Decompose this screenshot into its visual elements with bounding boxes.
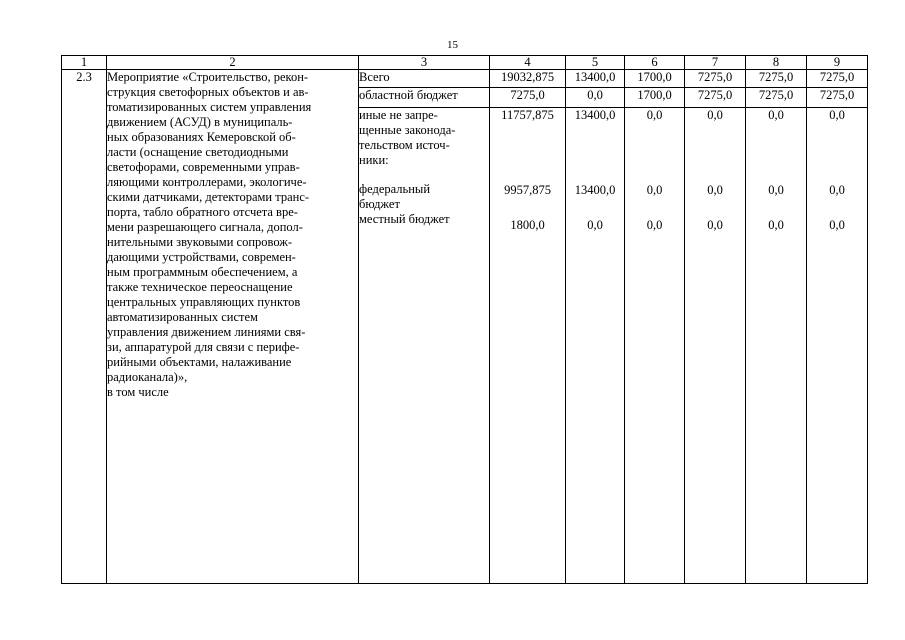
source-label: ники:	[359, 153, 389, 167]
source-label: местный бюджет	[359, 212, 450, 226]
value: 0,0	[646, 108, 663, 122]
header-cell: 9	[807, 56, 868, 70]
item-description-line: светофорами, современными управ-	[107, 160, 300, 174]
value-cell: 1700,0	[625, 88, 685, 108]
value: 0,0	[646, 218, 663, 232]
table-row-total	[62, 70, 868, 88]
header-cell: 6	[625, 56, 685, 70]
source-cell	[359, 88, 490, 108]
value-cell-other-col6	[625, 108, 685, 584]
value: 13400,0	[574, 108, 616, 122]
value: 0,0	[768, 218, 784, 232]
item-description-line: зи, аппаратурой для связи с перифе-	[107, 340, 300, 354]
value-cell: 7275,0	[807, 88, 868, 108]
item-description-line: рийными объектами, налаживание	[107, 355, 292, 369]
source-cell	[359, 70, 490, 88]
value-cell: 7275,0	[746, 88, 807, 108]
value: 9957,875	[504, 183, 551, 197]
value-cell: 7275,0	[746, 70, 807, 88]
item-description-line: автоматизированных систем	[107, 310, 258, 324]
item-description-line: ляющими контроллерами, экологиче-	[107, 175, 307, 189]
item-number: 2.3	[62, 70, 107, 584]
item-description-line: в том числе	[107, 385, 169, 399]
value-cell: 13400,0	[566, 70, 625, 88]
value: 0,0	[829, 108, 845, 122]
item-description-line: струкция светофорных объектов и ав-	[107, 85, 309, 99]
budget-table-container	[61, 55, 868, 584]
header-cell: 5	[566, 56, 625, 70]
value: 0,0	[829, 218, 845, 232]
page-number: 15	[447, 39, 458, 51]
header-cell: 7	[685, 56, 746, 70]
item-description-line: порта, табло обратного отсчета вре-	[107, 205, 298, 219]
value: 0,0	[829, 183, 845, 197]
item-description	[107, 70, 359, 584]
value-cell: 7275,0	[685, 70, 746, 88]
source-label: иные не запре-	[359, 108, 438, 122]
item-description-line: дающими устройствами, современ-	[107, 250, 296, 264]
value-cell: 0,0	[566, 88, 625, 108]
value-cell: 7275,0	[490, 88, 566, 108]
value-cell: 7275,0	[807, 70, 868, 88]
header-cell: 1	[62, 56, 107, 70]
header-cell: 4	[490, 56, 566, 70]
item-description-line: также техническое переоснащение	[107, 280, 293, 294]
item-description-line: радиоканала)»,	[107, 370, 188, 384]
header-cell: 3	[359, 56, 490, 70]
value: 13400,0	[574, 183, 616, 197]
value: 0,0	[707, 183, 723, 197]
source-label: тельством источ-	[359, 138, 450, 152]
value-cell: 19032,875	[490, 70, 566, 88]
source-label: бюджет	[359, 197, 400, 211]
value: 0,0	[707, 108, 723, 122]
item-description-line: ласти (оснащение светодиодными	[107, 145, 289, 159]
source-label: областной бюджет	[359, 88, 458, 102]
value: 1800,0	[510, 218, 545, 232]
item-description-line: томатизированных систем управления	[107, 100, 312, 114]
value: 11757,875	[501, 108, 554, 122]
item-description-line: центральных управляющих пунктов	[107, 295, 301, 309]
value-cell-other-col9	[807, 108, 868, 584]
value-cell-other-col7	[685, 108, 746, 584]
source-label: Всего	[359, 70, 390, 84]
item-description-line: Мероприятие «Строительство, рекон-	[107, 70, 309, 84]
source-label: федеральный	[359, 182, 431, 196]
header-cell: 8	[746, 56, 807, 70]
item-description-line: скими датчиками, детекторами транс-	[107, 190, 310, 204]
item-description-line: ных образованиях Кемеровской об-	[107, 130, 296, 144]
value: 0,0	[768, 183, 784, 197]
item-description-lines	[107, 70, 358, 400]
item-description-line: ным программным обеспечением, а	[107, 265, 298, 279]
budget-table	[61, 55, 868, 584]
item-description-line: нительными звуковыми сопровож-	[107, 235, 293, 249]
header-cell: 2	[107, 56, 359, 70]
value-cell: 1700,0	[625, 70, 685, 88]
item-description-line: мени разрешающего сигнала, допол-	[107, 220, 303, 234]
value-cell-other-col8	[746, 108, 807, 584]
value-cell: 7275,0	[685, 88, 746, 108]
value-cell-other-col5	[566, 108, 625, 584]
value-cell-other-col4	[490, 108, 566, 584]
source-cell-other	[359, 108, 490, 584]
value: 0,0	[768, 108, 784, 122]
value: 0,0	[587, 218, 603, 232]
value: 0,0	[646, 183, 663, 197]
value: 0,0	[707, 218, 723, 232]
item-description-line: движением (АСУД) в муниципаль-	[107, 115, 293, 129]
source-label: щенные законода-	[359, 123, 456, 137]
item-description-line: управления движением линиями свя-	[107, 325, 306, 339]
header-row	[62, 56, 868, 70]
